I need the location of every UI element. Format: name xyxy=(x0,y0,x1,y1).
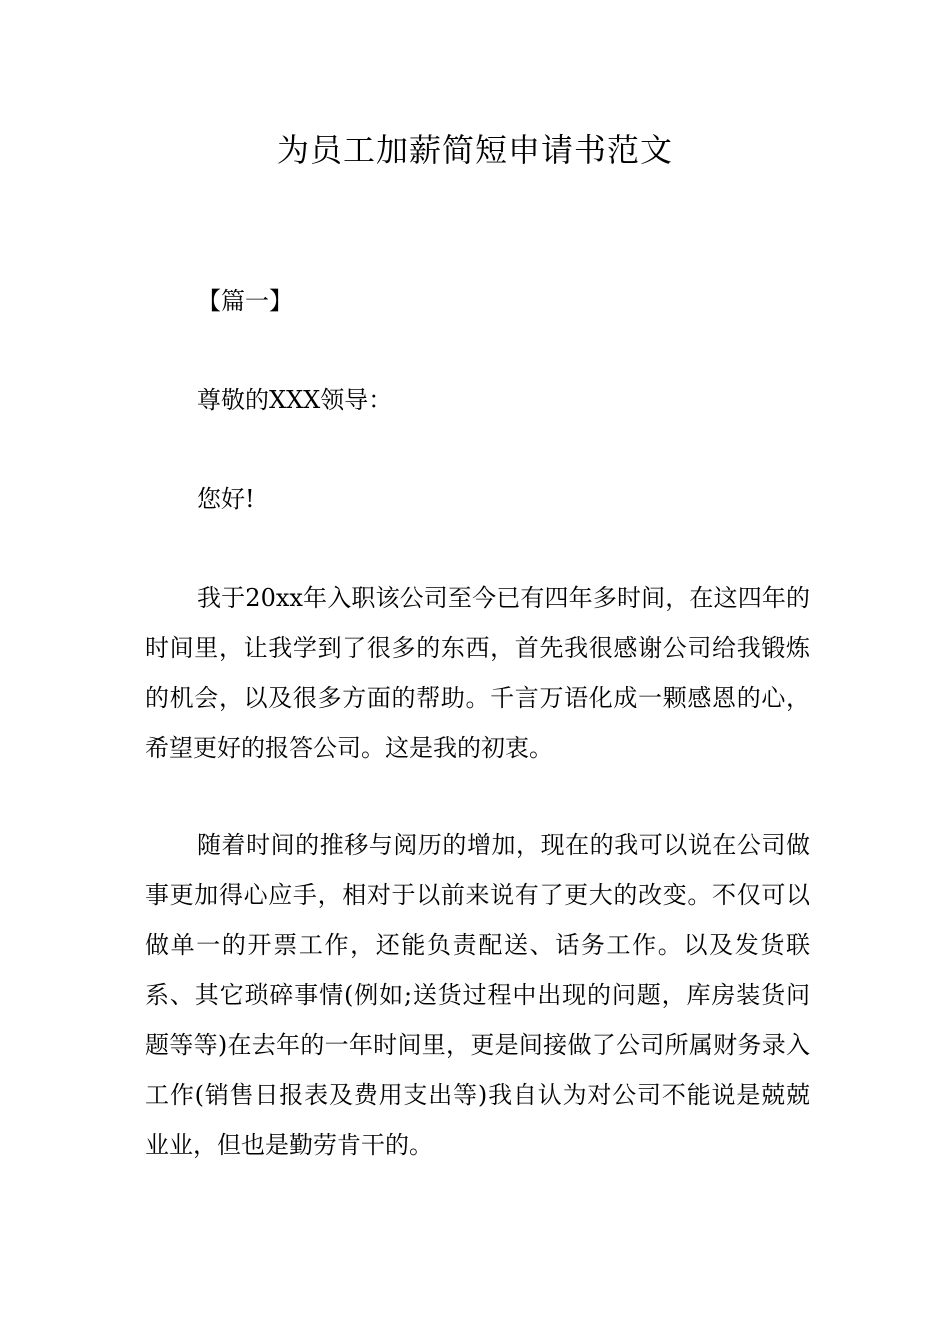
greeting: 您好! xyxy=(197,485,255,513)
salutation: 尊敬的XXX领导： xyxy=(197,386,393,414)
document-title: 为员工加薪简短申请书范文 xyxy=(276,131,673,169)
section-label: 【篇一】 xyxy=(197,287,293,315)
body-paragraph-2: 随着时间的推移与阅历的增加，现在的我可以说在公司做事更加得心应手，相对于以前来说有了更大的改变。不仅可以做单一的开票工作，还能负责配送、话务工作。以及发货联系、其它琐碎事情(例如;送货过程中出现的问题，库房装货问题等等)在去年的一年时间里，更是间接做了公司所属财务录入工作(销售日报表及费用支出等)我自认为对公司不能说是兢兢业业，但也是勤劳肯干的。 xyxy=(145,831,810,1159)
body-paragraph-1: 我于20xx年入职该公司至今已有四年多时间，在这四年的时间里，让我学到了很多的东西，首先我很感谢公司给我锻炼的机会，以及很多方面的帮助。千言万语化成一颗感恩的心，希望更好的报答公司。这是我的初衷。 xyxy=(145,584,810,762)
